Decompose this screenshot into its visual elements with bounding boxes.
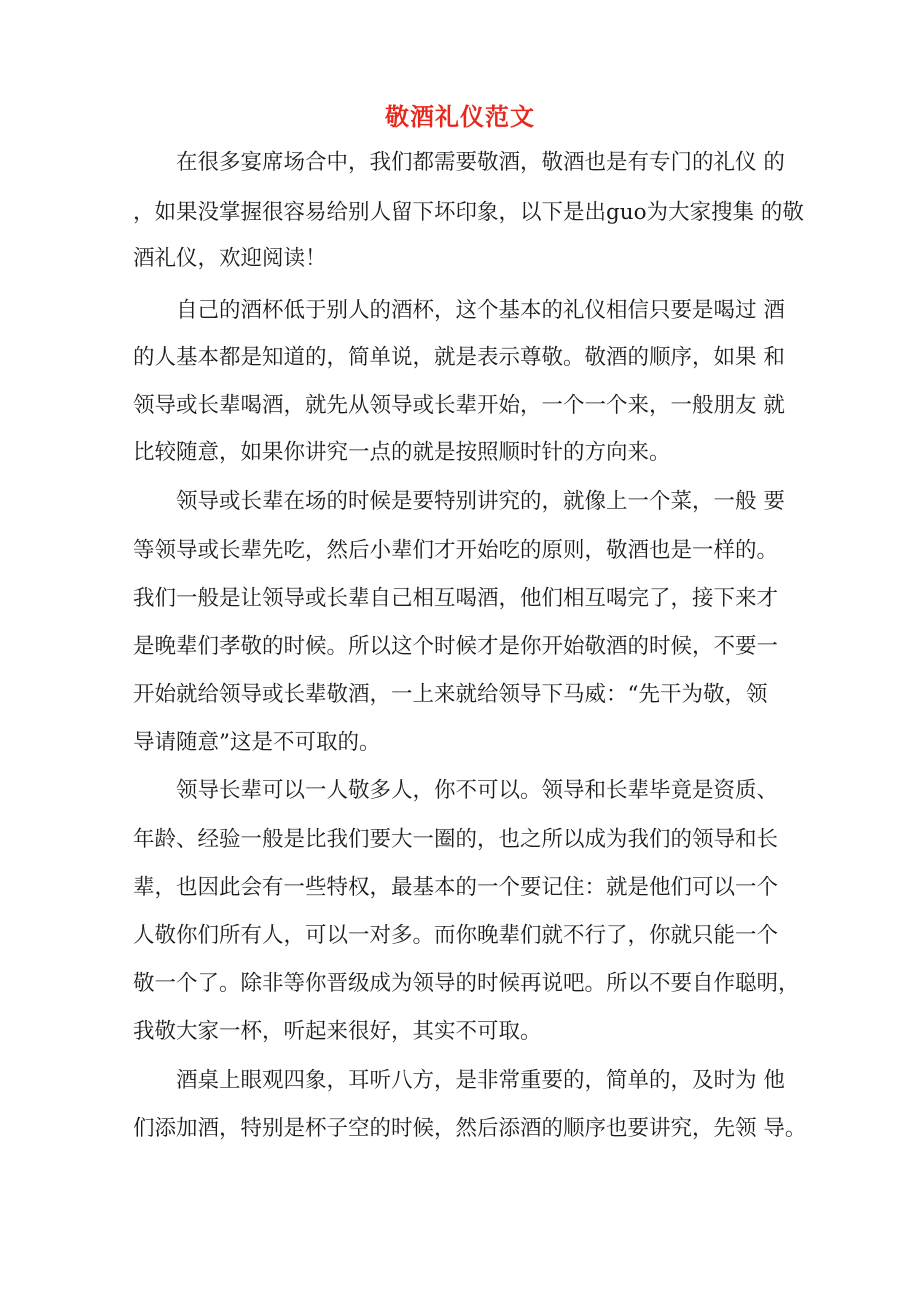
text-line: 导请随意”这是不可取的。 — [133, 730, 381, 755]
text-line: 年龄、经验一般是比我们要大一圈的，也之所以成为我们的领导和长 — [133, 827, 779, 852]
text-line: 领导或长辈喝酒，就先从领导或长辈开始，一个一个来，一般朋友 就 — [133, 393, 785, 418]
text-line: 的人基本都是知道的，简单说，就是表示尊敬。敬酒的顺序，如果 和 — [133, 345, 785, 370]
text-line: 自己的酒杯低于别人的酒杯，这个基本的礼仪相信只要是喝过 酒 — [133, 298, 785, 323]
text-line: 们添加酒，特别是杯子空的时候，然后添酒的顺序也要讲究，先领 导。 — [133, 1116, 807, 1141]
text-line: 辈，也因此会有一些特权，最基本的一个要记住：就是他们可以一个 — [133, 875, 779, 900]
text-line: 领导或长辈在场的时候是要特别讲究的，就像上一个菜，一般 要 — [133, 489, 785, 514]
text-line: 领导长辈可以一人敬多人，你不可以。领导和长辈毕竟是资质、 — [133, 778, 779, 803]
text-line: 酒桌上眼观四象，耳听八方，是非常重要的，简单的，及时为 他 — [133, 1068, 785, 1093]
text-line: 等领导或长辈先吃，然后小辈们才开始吃的原则，敬酒也是一样的。 — [133, 538, 779, 563]
text-line: 人敬你们所有人，可以一对多。而你晚辈们就不行了，你就只能一个 — [133, 923, 779, 948]
text-line: 敬一个了。除非等你晋级成为领导的时候再说吧。所以不要自作聪明， — [133, 971, 800, 996]
text-line: 我敬大家一杯，听起来很好，其实不可取。 — [133, 1019, 542, 1044]
text-line: 是晚辈们孝敬的时候。所以这个时候才是你开始敬酒的时候，不要一 — [133, 634, 779, 659]
text-line: 我们一般是让领导或长辈自己相互喝酒，他们相互喝完了，接下来才 — [133, 586, 779, 611]
text-line: 在很多宴席场合中，我们都需要敬酒，敬酒也是有专门的礼仪 的 — [133, 150, 785, 175]
text-line: 比较随意，如果你讲究一点的就是按照顺时针的方向来。 — [133, 440, 671, 465]
document-title: 敬酒礼仪范文 — [385, 102, 535, 131]
text-line: ，如果没掌握很容易给别人留下坏印象，以下是出guo为大家搜集 的敬 — [133, 200, 804, 225]
text-line: 酒礼仪，欢迎阅读！ — [133, 246, 327, 271]
text-line: 开始就给领导或长辈敬酒，一上来就给领导下马威：“先干为敬，领 — [133, 682, 768, 707]
